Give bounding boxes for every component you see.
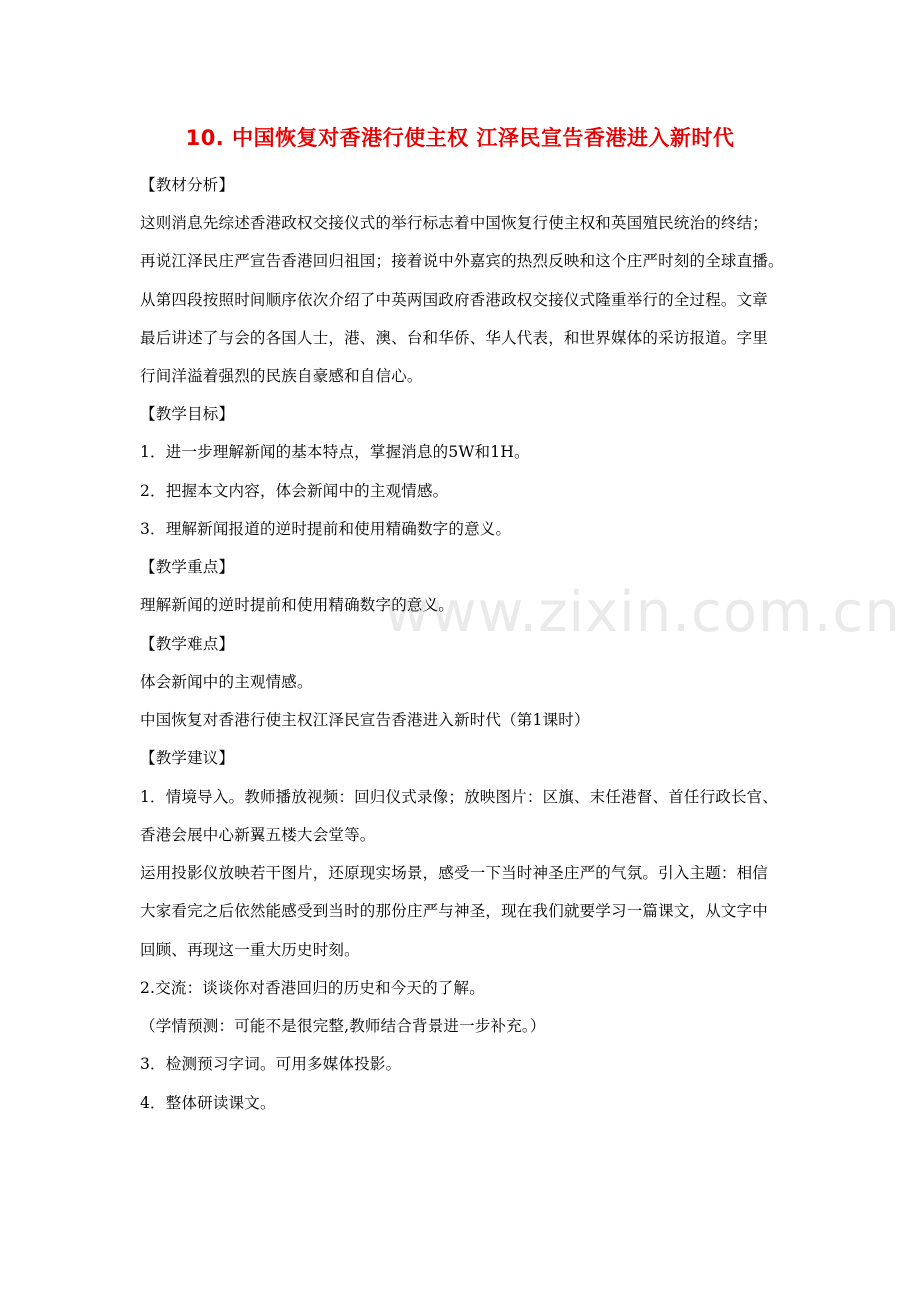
paragraph-line: 再说江泽民庄严宣告香港回归祖国；接着说中外嘉宾的热烈反映和这个庄严时刻的全球直播。: [140, 252, 784, 270]
paragraph-line: 大家看完之后依然能感受到当时的那份庄严与神圣，现在我们就要学习一篇课文，从文字中: [140, 902, 769, 920]
paragraph-line: 回顾、再现这一重大历史时刻。: [140, 941, 360, 959]
list-item: 2．把握本文内容，体会新闻中的主观情感。: [140, 482, 449, 500]
list-item: 2.交流：谈谈你对香港回归的历史和今天的了解。: [140, 979, 485, 997]
paragraph-line: 最后讲述了与会的各国人士，港、澳、台和华侨、华人代表，和世界媒体的采访报道。字里: [140, 329, 769, 347]
paragraph-line: 香港会展中心新翼五楼大会堂等。: [140, 826, 376, 844]
paragraph-line: 从第四段按照时间顺序依次介绍了中英两国政府香港政权交接仪式隆重举行的全过程。文章: [140, 291, 769, 309]
paragraph-line: 行间洋溢着强烈的民族自豪感和自信心。: [140, 367, 423, 385]
watermark: www.zixin.com.cn: [384, 580, 901, 645]
paragraph-line: 运用投影仪放映若干图片，还原现实场景，感受一下当时神圣庄严的气氛。引入主题：相信: [140, 864, 769, 882]
section-heading-difficulties: 【教学难点】: [140, 635, 235, 653]
section-heading-analysis: 【教材分析】: [140, 176, 235, 194]
section-heading-goals: 【教学目标】: [140, 405, 235, 423]
list-item: 1．进一步理解新闻的基本特点，掌握消息的5W和1H。: [140, 443, 530, 461]
paragraph-line: （学情预测：可能不是很完整,教师结合背景进一步补充。）: [140, 1017, 546, 1035]
list-item: 3．理解新闻报道的逆时提前和使用精确数字的意义。: [140, 520, 512, 538]
document-title: 10. 中国恢复对香港行使主权 江泽民宣告香港进入新时代: [185, 126, 735, 150]
paragraph-line: 体会新闻中的主观情感。: [140, 673, 313, 691]
section-heading-key-points: 【教学重点】: [140, 558, 235, 576]
list-item: 1．情境导入。教师播放视频：回归仪式录像；放映图片：区旗、末任港督、首任行政长官、: [140, 788, 779, 806]
paragraph-line: 这则消息先综述香港政权交接仪式的举行标志着中国恢复行使主权和英国殖民统治的终结；: [140, 214, 769, 232]
lesson-subtitle: 中国恢复对香港行使主权江泽民宣告香港进入新时代（第1课时）: [140, 711, 590, 729]
list-item: 3．检测预习字词。可用多媒体投影。: [140, 1055, 402, 1073]
list-item: 4．整体研读课文。: [140, 1094, 276, 1112]
paragraph-line: 理解新闻的逆时提前和使用精确数字的意义。: [140, 596, 455, 614]
section-heading-suggestions: 【教学建议】: [140, 749, 235, 767]
